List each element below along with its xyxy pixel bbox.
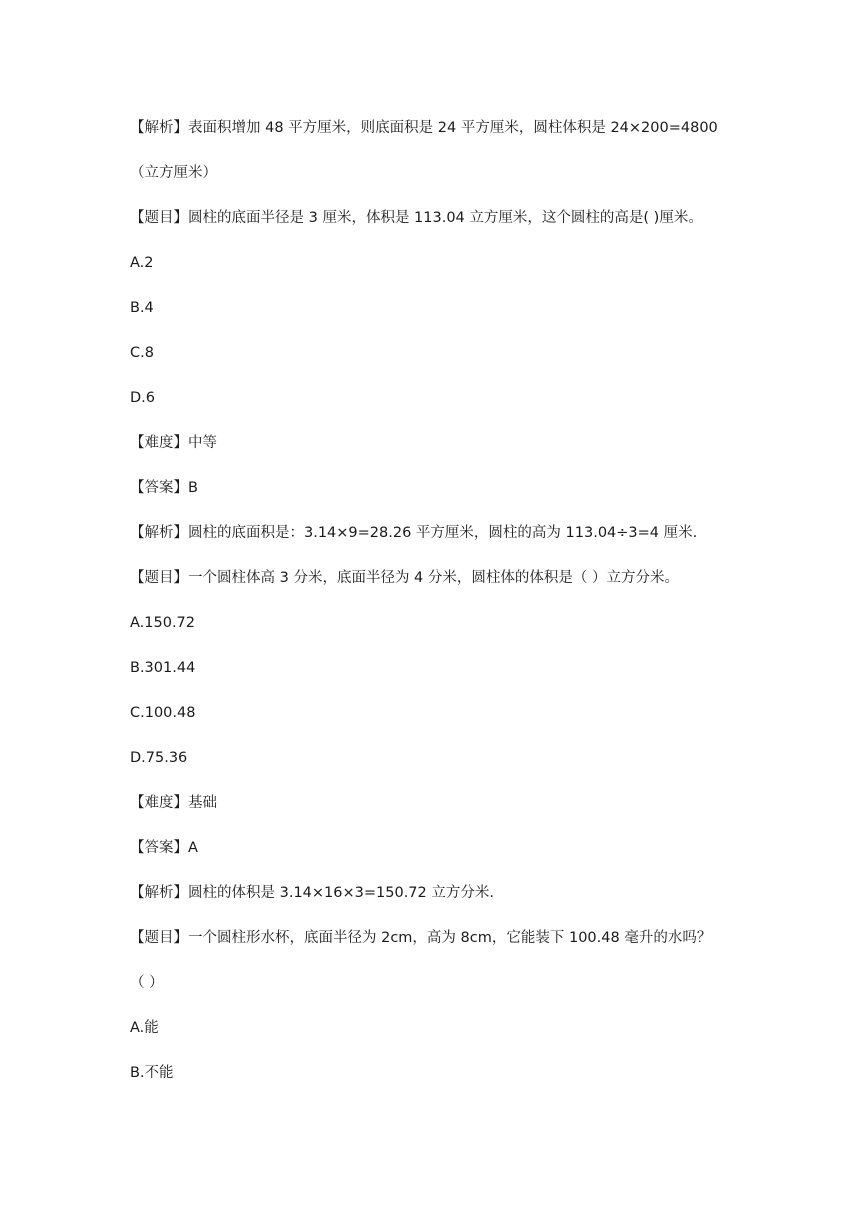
question-text: 【题目】一个圆柱形水杯，底面半径为 2cm，高为 8cm，它能装下 100.48 毫升的水吗？ <box>130 930 712 946</box>
analysis-line-continued: （立方厘米） <box>130 165 217 181</box>
option-d: D.6 <box>130 390 155 406</box>
analysis-line: 【解析】表面积增加 48 平方厘米，则底面积是 24 平方厘米，圆柱体积是 24×200=4800 <box>130 120 718 136</box>
option-c: C.8 <box>130 345 154 361</box>
answer-line: 【答案】A <box>130 840 198 856</box>
analysis-line: 【解析】圆柱的底面积是：3.14×9=28.26 平方厘米，圆柱的高为 113.04÷3=4 厘米. <box>130 525 698 541</box>
option-b: B.301.44 <box>130 660 196 676</box>
difficulty-line: 【难度】基础 <box>130 795 217 811</box>
document-body <box>130 113 740 1103</box>
answer-line: 【答案】B <box>130 480 198 496</box>
question-blank: （ ） <box>130 975 164 991</box>
option-a: A.150.72 <box>130 615 196 631</box>
option-a: A.能 <box>130 1020 159 1036</box>
analysis-line: 【解析】圆柱的体积是 3.14×16×3=150.72 立方分米. <box>130 885 494 901</box>
option-a: A.2 <box>130 255 154 271</box>
option-c: C.100.48 <box>130 705 196 721</box>
difficulty-line: 【难度】中等 <box>130 435 217 451</box>
question-text: 【题目】圆柱的底面半径是 3 厘米，体积是 113.04 立方厘米，这个圆柱的高是( )厘米。 <box>130 210 703 226</box>
option-b: B.不能 <box>130 1065 174 1081</box>
question-text: 【题目】一个圆柱体高 3 分米，底面半径为 4 分米，圆柱体的体积是（ ）立方分米。 <box>130 570 679 586</box>
option-d: D.75.36 <box>130 750 188 766</box>
option-b: B.4 <box>130 300 154 316</box>
